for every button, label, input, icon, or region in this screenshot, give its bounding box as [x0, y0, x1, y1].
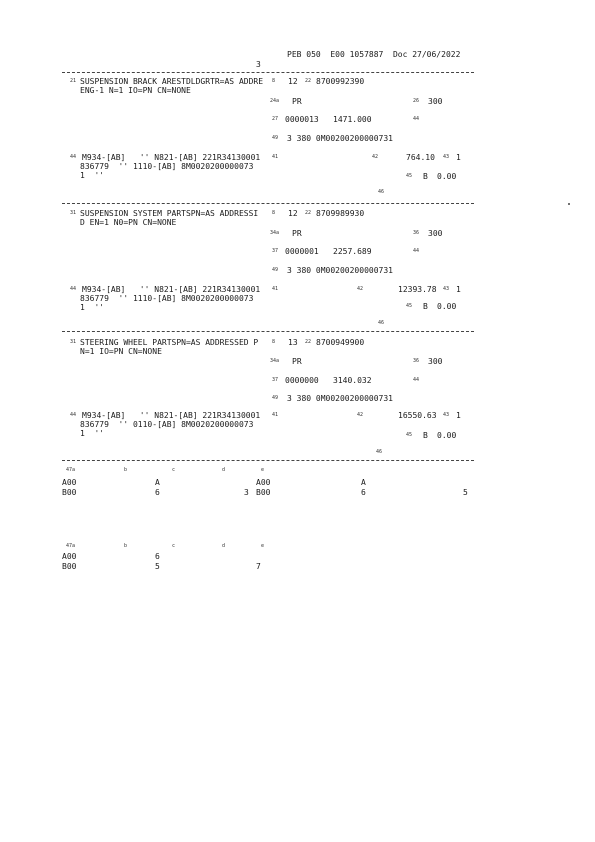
field-tag: 8 [272, 339, 276, 345]
tax-type: B00 [62, 562, 77, 571]
field-tag: 27 [272, 116, 279, 122]
separator-line [62, 331, 474, 332]
item-price: 12393.78 [398, 285, 437, 294]
commodity-code: 8700949900 [316, 338, 365, 347]
field-tag: 37 [272, 248, 279, 254]
column-header: e [261, 543, 265, 549]
column-header: b [124, 467, 128, 473]
procedure-code: 300 [428, 357, 443, 366]
column-header: 47a [66, 467, 76, 473]
field-tag: 34a [270, 358, 280, 364]
tax-type: B00 [256, 488, 271, 497]
net-mass: 3140.032 [333, 376, 372, 385]
item-price: 764.10 [406, 153, 435, 162]
additional-info: 3 380 0M00200200000731 [287, 134, 393, 143]
tax-code: B [423, 302, 428, 311]
document-reference: M934-[AB] '' N821-[AB] 221R34130001 [82, 285, 261, 294]
scan-speck [568, 203, 570, 205]
document-reference-cont: 1 '' [80, 429, 105, 438]
field-tag: 43 [443, 286, 450, 292]
field-tag: 41 [272, 412, 279, 418]
valuation-method: 1 [456, 153, 461, 162]
item-number: 31 [70, 339, 77, 345]
column-header: c [172, 543, 176, 549]
field-tag: 8 [272, 210, 276, 216]
item-description: SUSPENSION SYSTEM PARTSPN=AS ADDRESSI [80, 209, 259, 218]
tax-base: 5 [155, 562, 160, 571]
column-header: b [124, 543, 128, 549]
column-header: d [222, 467, 226, 473]
quota-number: 0000013 [285, 115, 319, 124]
tax-base: 6 [155, 488, 160, 497]
separator-line [62, 203, 474, 204]
item-price: 16550.63 [398, 411, 437, 420]
field-tag: 24a [270, 98, 280, 104]
net-mass: 1471.000 [333, 115, 372, 124]
field-tag: 43 [443, 154, 450, 160]
tax-method: 3 [244, 488, 249, 497]
field-tag: 43 [443, 412, 450, 418]
tax-value: 0.00 [437, 431, 457, 440]
document-reference-cont: 1 '' [80, 171, 105, 180]
tax-type: A00 [62, 552, 77, 561]
document-header: PEB 050 E00 1057887 Doc 27/06/2022 [287, 50, 461, 59]
tax-base: 6 [361, 488, 366, 497]
separator-line [62, 460, 474, 461]
tax-method: 5 [463, 488, 468, 497]
tax-code: B [423, 172, 428, 181]
column-header: c [172, 467, 176, 473]
field-tag: 22 [305, 210, 312, 216]
field-tag: 46 [378, 189, 385, 195]
packages-count: 12 [288, 77, 298, 86]
field-tag: 44 [70, 412, 77, 418]
field-tag: 44 [70, 286, 77, 292]
preference-code: PR [292, 97, 302, 106]
tax-method: 7 [256, 562, 261, 571]
document-reference-cont: 836779 '' 1110-[AB] 8M0020200000073 [80, 162, 254, 171]
valuation-method: 1 [456, 411, 461, 420]
column-header: e [261, 467, 265, 473]
page-marker: 3 [256, 60, 261, 69]
item-description-cont: N=1 IO=PN CN=NONE [80, 347, 162, 356]
field-tag: 26 [413, 98, 420, 104]
procedure-code: 300 [428, 97, 443, 106]
packages-count: 12 [288, 209, 298, 218]
document-reference-cont: 836779 '' 0110-[AB] 8M0020200000073 [80, 420, 254, 429]
tax-value: 0.00 [437, 172, 457, 181]
tax-code: B [423, 431, 428, 440]
field-tag: 36 [413, 230, 420, 236]
column-header: d [222, 543, 226, 549]
field-tag: 44 [413, 116, 420, 122]
field-tag: 42 [372, 154, 379, 160]
field-tag: 42 [357, 412, 364, 418]
item-description-cont: ENG-1 N=1 IO=PN CN=NONE [80, 86, 191, 95]
field-tag: 41 [272, 286, 279, 292]
commodity-code: 8700992390 [316, 77, 365, 86]
tax-base: A [361, 478, 366, 487]
net-mass: 2257.689 [333, 247, 372, 256]
item-description-cont: D EN=1 N0=PN CN=NONE [80, 218, 177, 227]
item-number: 31 [70, 210, 77, 216]
field-tag: 22 [305, 78, 312, 84]
field-tag: 42 [357, 286, 364, 292]
item-description: STEERING WHEEL PARTSPN=AS ADDRESSED P [80, 338, 259, 347]
valuation-method: 1 [456, 285, 461, 294]
field-tag: 49 [272, 395, 279, 401]
field-tag: 44 [413, 377, 420, 383]
field-tag: 36 [413, 358, 420, 364]
tax-type: A00 [62, 478, 77, 487]
field-tag: 46 [378, 320, 385, 326]
tax-base: 6 [155, 552, 160, 561]
column-header: 47a [66, 543, 76, 549]
field-tag: 46 [376, 449, 383, 455]
quota-number: 0000000 [285, 376, 319, 385]
document-reference: M934-[AB] '' N821-[AB] 221R34130001 [82, 153, 261, 162]
tax-type: B00 [62, 488, 77, 497]
packages-count: 13 [288, 338, 298, 347]
field-tag: 44 [413, 248, 420, 254]
separator-line [62, 72, 474, 73]
item-number: 21 [70, 78, 77, 84]
document-reference-cont: 1 '' [80, 303, 105, 312]
field-tag: 49 [272, 267, 279, 273]
quota-number: 0000001 [285, 247, 319, 256]
tax-base: A [155, 478, 160, 487]
commodity-code: 8709989930 [316, 209, 365, 218]
procedure-code: 300 [428, 229, 443, 238]
field-tag: 45 [406, 173, 413, 179]
item-description: SUSPENSION BRACK ARESTDLDGRTR=AS ADDRE [80, 77, 264, 86]
document-reference: M934-[AB] '' N821-[AB] 221R34130001 [82, 411, 261, 420]
field-tag: 45 [406, 303, 413, 309]
preference-code: PR [292, 357, 302, 366]
field-tag: 34a [270, 230, 280, 236]
additional-info: 3 380 0M00200200000731 [287, 394, 393, 403]
field-tag: 37 [272, 377, 279, 383]
additional-info: 3 380 0M00200200000731 [287, 266, 393, 275]
field-tag: 44 [70, 154, 77, 160]
preference-code: PR [292, 229, 302, 238]
tax-type: A00 [256, 478, 271, 487]
document-reference-cont: 836779 '' 1110-[AB] 8M0020200000073 [80, 294, 254, 303]
field-tag: 22 [305, 339, 312, 345]
field-tag: 45 [406, 432, 413, 438]
field-tag: 49 [272, 135, 279, 141]
field-tag: 41 [272, 154, 279, 160]
field-tag: 8 [272, 78, 276, 84]
tax-value: 0.00 [437, 302, 457, 311]
